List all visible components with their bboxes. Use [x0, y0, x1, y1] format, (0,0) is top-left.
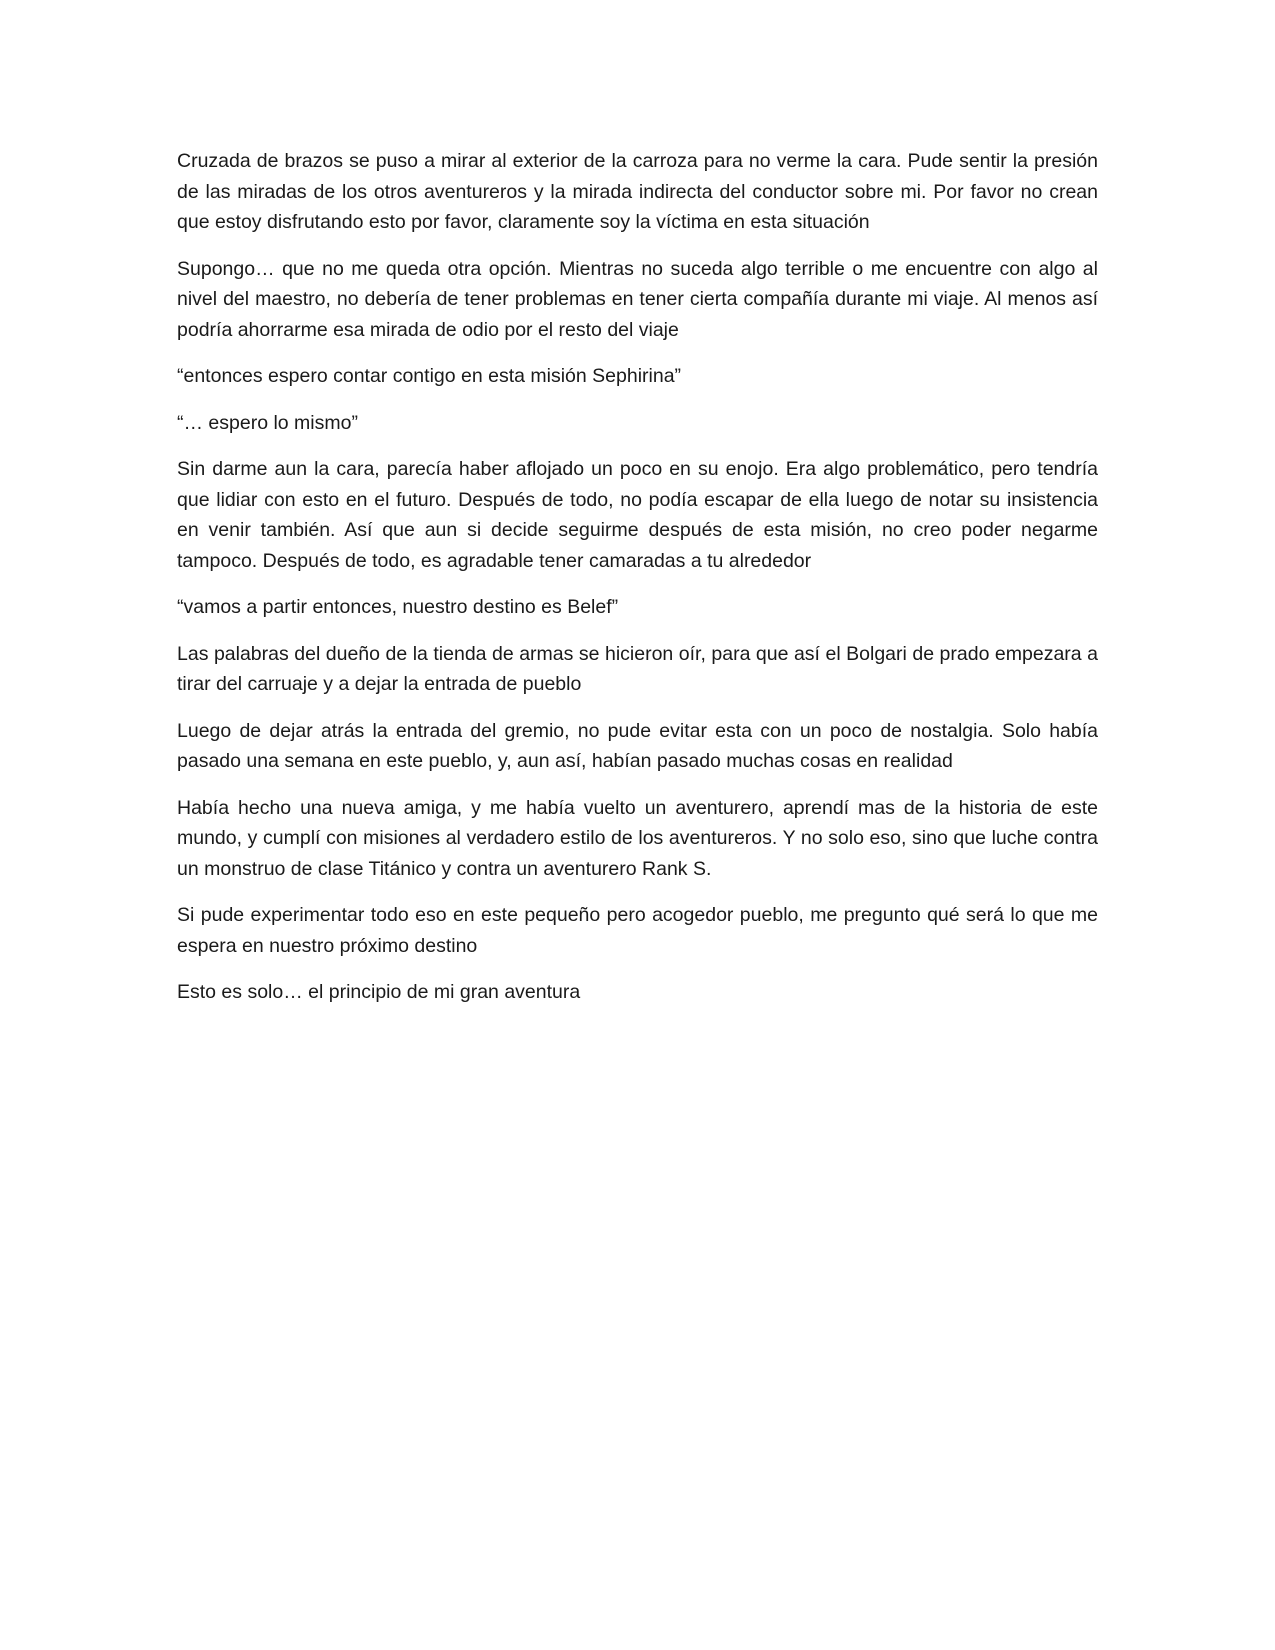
paragraph: Si pude experimentar todo eso en este pequeño pero acogedor pueblo, me pregunto qué será lo que me espera en nuestro próximo destino: [177, 904, 1098, 957]
paragraph: Sin darme aun la cara, parecía haber aflojado un poco en su enojo. Era algo problemático, pero tendría que lidiar con esto en el futuro. Después de todo, no podía escapar de ella luego de notar su insistencia en venir también. Así que aun si decide seguirme después de esta misión, no creo poder negarme tampoco. Después de todo, es agradable tener camaradas a tu alrededor: [177, 458, 1098, 572]
dialogue-line: “… espero lo mismo”: [177, 411, 358, 434]
closing-line: Esto es solo… el principio de mi gran aventura: [177, 981, 581, 1003]
paragraph: Luego de dejar atrás la entrada del gremio, no pude evitar esta con un poco de nostalgia. Solo había pasado una semana en este pueblo, y, aun así, habían pasado muchas cosas en realidad: [177, 719, 1098, 772]
paragraph: Había hecho una nueva amiga, y me había vuelto un aventurero, aprendí mas de la historia de este mundo, y cumplí con misiones al verdadero estilo de los aventureros. Y no solo eso, sino que luche contra un monstruo de clase Titánico y contra un aventurero Rank S.: [177, 796, 1098, 880]
dialogue-line: “vamos a partir entonces, nuestro destino es Belef”: [177, 596, 619, 618]
paragraph: Las palabras del dueño de la tienda de armas se hicieron oír, para que así el Bolgari de prado empezara a tirar del carruaje y a dejar la entrada de pueblo: [177, 642, 1098, 695]
paragraph: Supongo… que no me queda otra opción. Mientras no suceda algo terrible o me encuentre con algo al nivel del maestro, no debería de tener problemas en tener cierta compañía durante mi viaje. Al menos así podría ahorrarme esa mirada de odio por el resto del viaje: [177, 257, 1098, 341]
dialogue-line: “entonces espero contar contigo en esta misión Sephirina”: [177, 365, 682, 387]
paragraph: Cruzada de brazos se puso a mirar al exterior de la carroza para no verme la cara. Pude sentir la presión de las miradas de los otros aventureros y la mirada indirecta del conductor sobre mi. Por favor no crean que estoy disfrutando esto por favor, claramente soy la víctima en esta situación: [177, 150, 1098, 233]
document-body: [177, 146, 1098, 1024]
